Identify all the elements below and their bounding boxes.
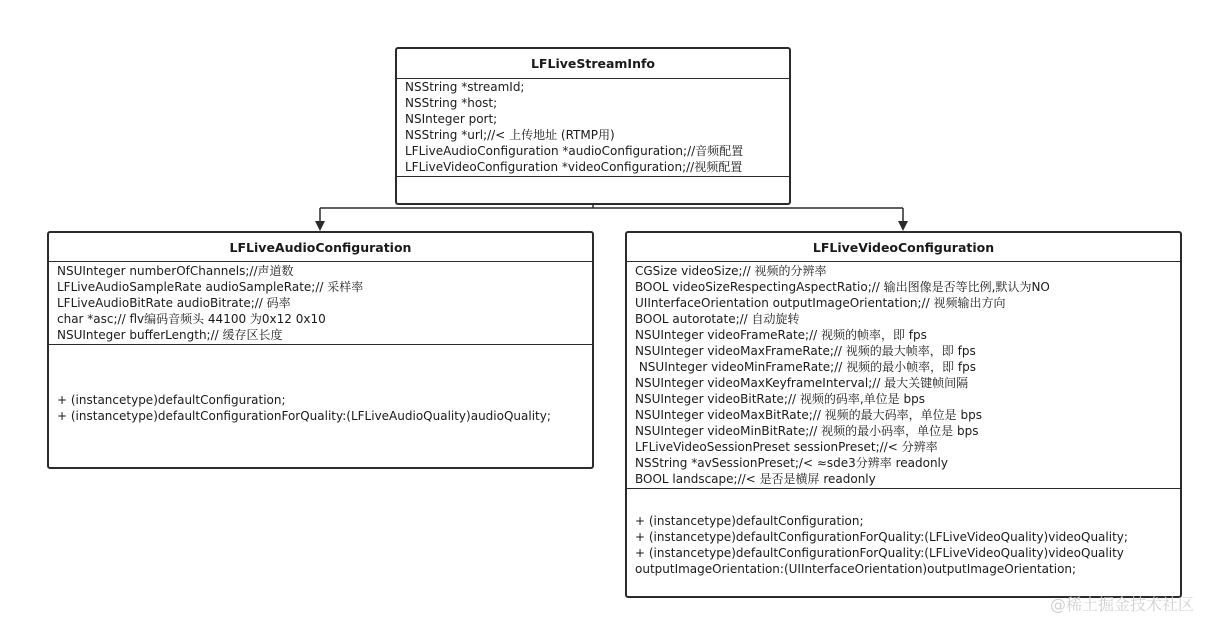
attribute: LFLiveAudioConfiguration *audioConfiguration;//音频配置: [405, 144, 744, 158]
arrowhead-audio: [315, 221, 325, 231]
attribute: NSUInteger videoFrameRate;// 视频的帧率，即 fps: [635, 328, 927, 342]
attribute: LFLiveVideoConfiguration *videoConfiguration;//视频配置: [405, 160, 743, 174]
class-lfliveaudioconfiguration: [47, 231, 594, 469]
method: + (instancetype)defaultConfiguration;: [57, 393, 286, 407]
class-lflivevideoconfiguration: [625, 231, 1182, 598]
attribute: CGSize videoSize;// 视频的分辨率: [635, 264, 827, 278]
attribute: NSString *url;//< 上传地址 (RTMP用): [405, 128, 615, 142]
attribute: BOOL autorotate;// 自动旋转: [635, 312, 800, 326]
method: + (instancetype)defaultConfigurationForQuality:(LFLiveVideoQuality)videoQuality;: [635, 530, 1128, 544]
attribute: BOOL videoSizeRespectingAspectRatio;// 输出图像是否等比例,默认为NO: [635, 280, 1050, 294]
attribute: NSUInteger videoBitRate;// 视频的码率,单位是 bps: [635, 392, 925, 406]
attribute: NSUInteger bufferLength;// 缓存区长度: [57, 328, 283, 342]
class-name: LFLiveStreamInfo: [397, 49, 789, 79]
attributes-section: [397, 79, 789, 177]
attribute: NSInteger port;: [405, 112, 498, 126]
class-lflivestreaminfo: [395, 47, 791, 205]
attribute: LFLiveVideoSessionPreset sessionPreset;//< 分辨率: [635, 440, 938, 454]
attribute: BOOL landscape;//< 是否是横屏 readonly: [635, 472, 876, 486]
attributes-section: [627, 262, 1180, 489]
attribute: NSUInteger videoMinFrameRate;// 视频的最小帧率，即 fps: [635, 360, 976, 374]
attribute: NSUInteger videoMaxBitRate;// 视频的最大码率，单位是 bps: [635, 408, 982, 422]
method: + (instancetype)defaultConfigurationForQuality:(LFLiveVideoQuality)videoQuality: [635, 546, 1124, 560]
attribute: UIInterfaceOrientation outputImageOrientation;// 视频输出方向: [635, 296, 1006, 310]
attribute: NSString *avSessionPreset;/< ≈sde3分辨率 readonly: [635, 456, 948, 470]
attribute: NSString *streamId;: [405, 80, 525, 94]
method: outputImageOrientation:(UIInterfaceOrientation)outputImageOrientation;: [635, 562, 1077, 576]
arrowhead-video: [898, 221, 908, 231]
attribute: NSString *host;: [405, 96, 498, 110]
attribute: LFLiveAudioSampleRate audioSampleRate;// 采样率: [57, 280, 364, 294]
attribute: char *asc;// flv编码音频头 44100 为0x12 0x10: [57, 312, 326, 326]
method: + (instancetype)defaultConfigurationForQuality:(LFLiveAudioQuality)audioQuality;: [57, 409, 551, 423]
methods-section: [49, 345, 592, 424]
class-name: LFLiveVideoConfiguration: [627, 233, 1180, 262]
attribute: NSUInteger videoMaxKeyframeInterval;// 最大关键帧间隔: [635, 376, 969, 390]
attribute: NSUInteger videoMinBitRate;// 视频的最小码率，单位是 bps: [635, 424, 979, 438]
attributes-section: [49, 262, 592, 345]
attribute: LFLiveAudioBitRate audioBitrate;// 码率: [57, 296, 291, 310]
attribute: NSUInteger numberOfChannels;//声道数: [57, 264, 294, 278]
attribute: NSUInteger videoMaxFrameRate;// 视频的最大帧率，即 fps: [635, 344, 976, 358]
method: + (instancetype)defaultConfiguration;: [635, 514, 864, 528]
watermark: @稀土掘金技术社区: [1049, 595, 1194, 614]
methods-section: [627, 489, 1180, 577]
class-name: LFLiveAudioConfiguration: [49, 233, 592, 262]
